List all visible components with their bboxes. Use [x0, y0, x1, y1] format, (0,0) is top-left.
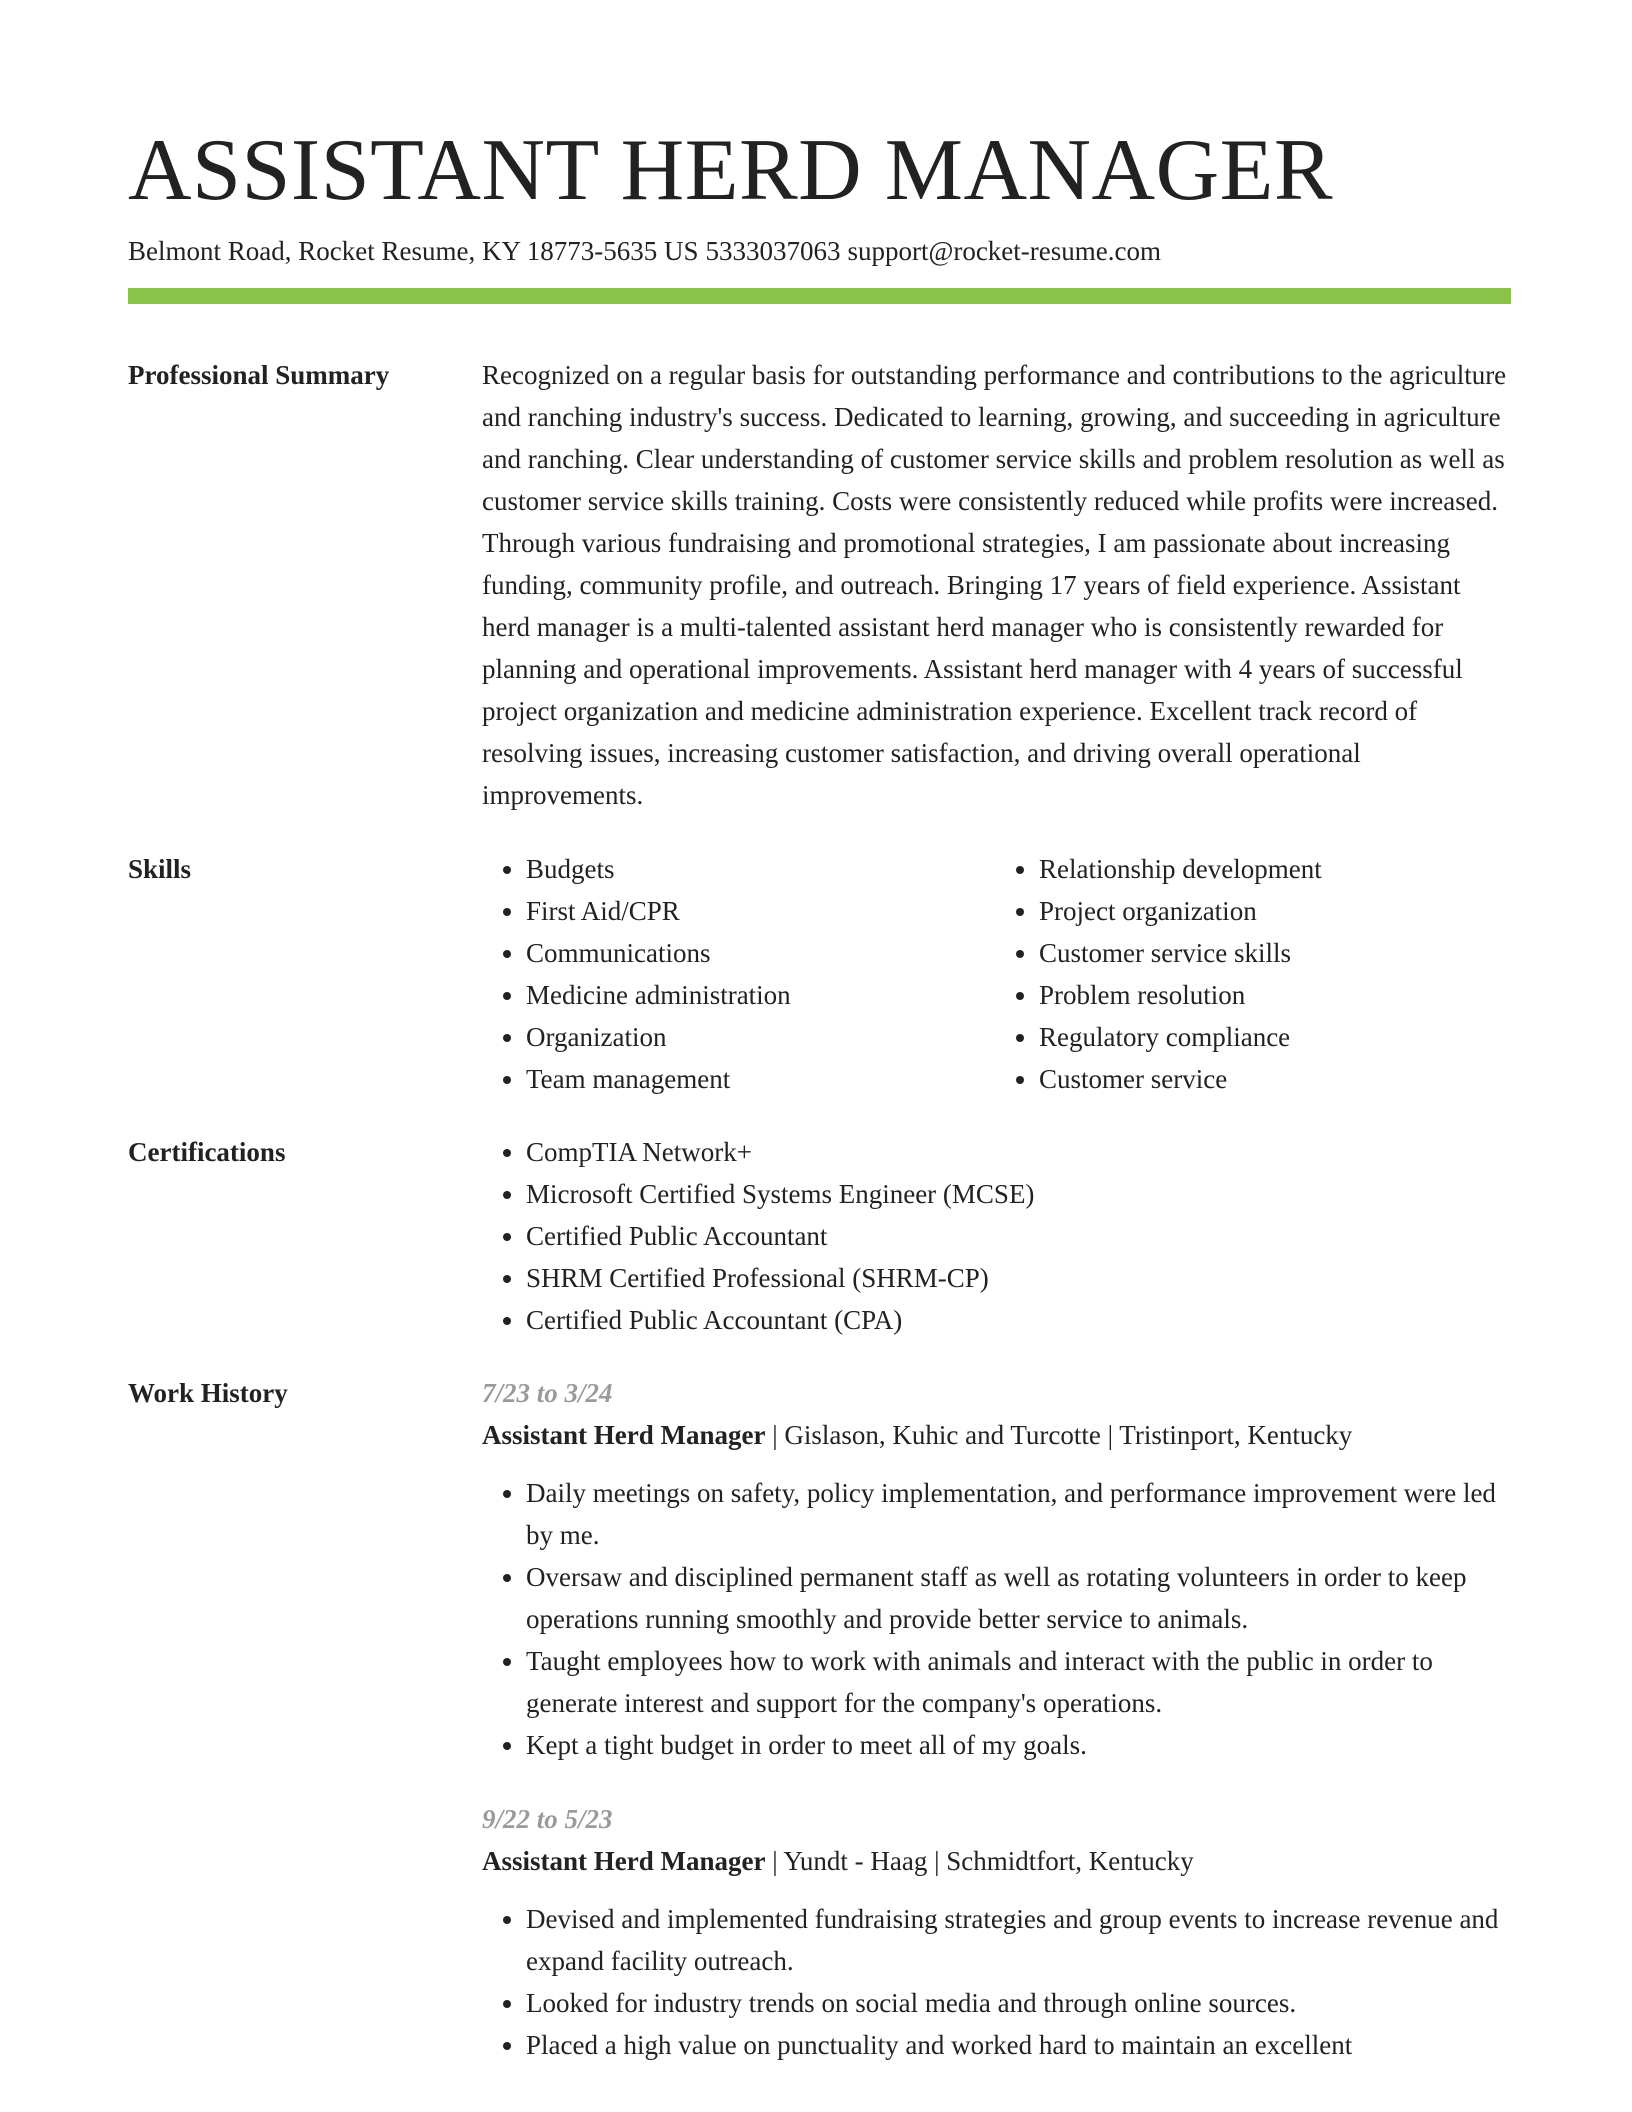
- skill-item: • Relationship development: [1039, 848, 1502, 890]
- job-heading: [482, 1840, 1511, 1882]
- contact-address: Belmont Road, Rocket Resume, KY 18773-5635 US: [128, 236, 699, 266]
- skills-list-right: [989, 848, 1502, 1100]
- section-professional-summary: [128, 354, 1511, 816]
- certification-item: • CompTIA Network+: [526, 1131, 1511, 1173]
- job-entry: [482, 1798, 1511, 2066]
- certification-item: • Certified Public Accountant (CPA): [526, 1299, 1511, 1341]
- section-content: [482, 354, 1511, 816]
- skill-item: • Organization: [526, 1016, 989, 1058]
- skill-item: • Customer service: [1039, 1058, 1502, 1100]
- resume-page: [128, 0, 1511, 2066]
- skills-grid: [482, 848, 1511, 1100]
- skill-item: • Budgets: [526, 848, 989, 890]
- job-bullets: [482, 1898, 1511, 2066]
- job-bullet: • Oversaw and disciplined permanent staff as well as rotating volunteers in order to keep operations running smoothly and provide better service to animals.: [526, 1556, 1511, 1640]
- job-bullet: • Looked for industry trends on social media and through online sources.: [526, 1982, 1511, 2024]
- skill-item: • First Aid/CPR: [526, 890, 989, 932]
- section-content: [482, 848, 1511, 1100]
- section-label: Work History: [128, 1378, 288, 1408]
- job-entry: [482, 1372, 1511, 1766]
- job-company-location: | Yundt - Haag | Schmidtfort, Kentucky: [765, 1846, 1194, 1876]
- job-title: Assistant Herd Manager: [482, 1846, 766, 1876]
- job-heading: [482, 1414, 1511, 1456]
- section-label: Skills: [128, 854, 192, 884]
- contact-line: [128, 234, 1511, 268]
- contact-email: support@rocket-resume.com: [847, 236, 1161, 266]
- job-bullet: • Taught employees how to work with animals and interact with the public in order to generate interest and support for the company's operations.: [526, 1640, 1511, 1724]
- skill-item: • Project organization: [1039, 890, 1502, 932]
- contact-phone: 5333037063: [705, 236, 841, 266]
- certifications-list: [482, 1131, 1511, 1341]
- section-skills: [128, 848, 1511, 1100]
- section-work-history: [128, 1372, 1511, 2066]
- job-bullet: • Daily meetings on safety, policy implementation, and performance improvement were led by me.: [526, 1472, 1511, 1556]
- job-company-location: | Gislason, Kuhic and Turcotte | Tristinport, Kentucky: [765, 1420, 1353, 1450]
- section-certifications: [128, 1131, 1511, 1341]
- certification-item: • SHRM Certified Professional (SHRM-CP): [526, 1257, 1511, 1299]
- skill-item: • Medicine administration: [526, 974, 989, 1016]
- skill-item: • Team management: [526, 1058, 989, 1100]
- job-dates: 9/22 to 5/23: [482, 1804, 613, 1834]
- skill-item: • Customer service skills: [1039, 932, 1502, 974]
- job-bullet: • Devised and implemented fundraising strategies and group events to increase revenue and expand facility outreach.: [526, 1898, 1511, 1982]
- skill-item: • Problem resolution: [1039, 974, 1502, 1016]
- job-bullet: • Kept a tight budget in order to meet all of my goals.: [526, 1724, 1511, 1766]
- skill-item: • Communications: [526, 932, 989, 974]
- section-label: Certifications: [128, 1137, 286, 1167]
- section-content: [482, 1131, 1511, 1341]
- job-bullet: • Placed a high value on punctuality and worked hard to maintain an excellent: [526, 2024, 1511, 2066]
- job-bullets: [482, 1472, 1511, 1766]
- certification-item: • Microsoft Certified Systems Engineer (MCSE): [526, 1173, 1511, 1215]
- skills-list-left: [482, 848, 989, 1100]
- job-title: Assistant Herd Manager: [482, 1420, 766, 1450]
- section-content: [482, 1372, 1511, 2066]
- skill-item: • Regulatory compliance: [1039, 1016, 1502, 1058]
- certification-item: • Certified Public Accountant: [526, 1215, 1511, 1257]
- summary-text: Recognized on a regular basis for outstanding performance and contributions to the agriculture and ranching industry's success. Dedicated to learning, growing, and succeeding in agriculture and ranching. Clear understanding of customer service skills and problem resolution as well as customer service skills training. Costs were consistently reduced while profits were increased. Through various fundraising and promotional strategies, I am passionate about increasing funding, community profile, and outreach. Bringing 17 years of field experience. Assistant herd manager is a multi-talented assistant herd manager who is consistently rewarded for planning and operational improvements. Assistant herd manager with 4 years of successful project organization and medicine administration experience. Excellent track record of resolving issues, increasing customer satisfaction, and driving overall operational improvements.: [482, 360, 1507, 810]
- job-dates: 7/23 to 3/24: [482, 1378, 613, 1408]
- section-label: Professional Summary: [128, 360, 390, 390]
- candidate-name: ASSISTANT HERD MANAGER: [128, 122, 1334, 219]
- accent-divider: [128, 288, 1511, 304]
